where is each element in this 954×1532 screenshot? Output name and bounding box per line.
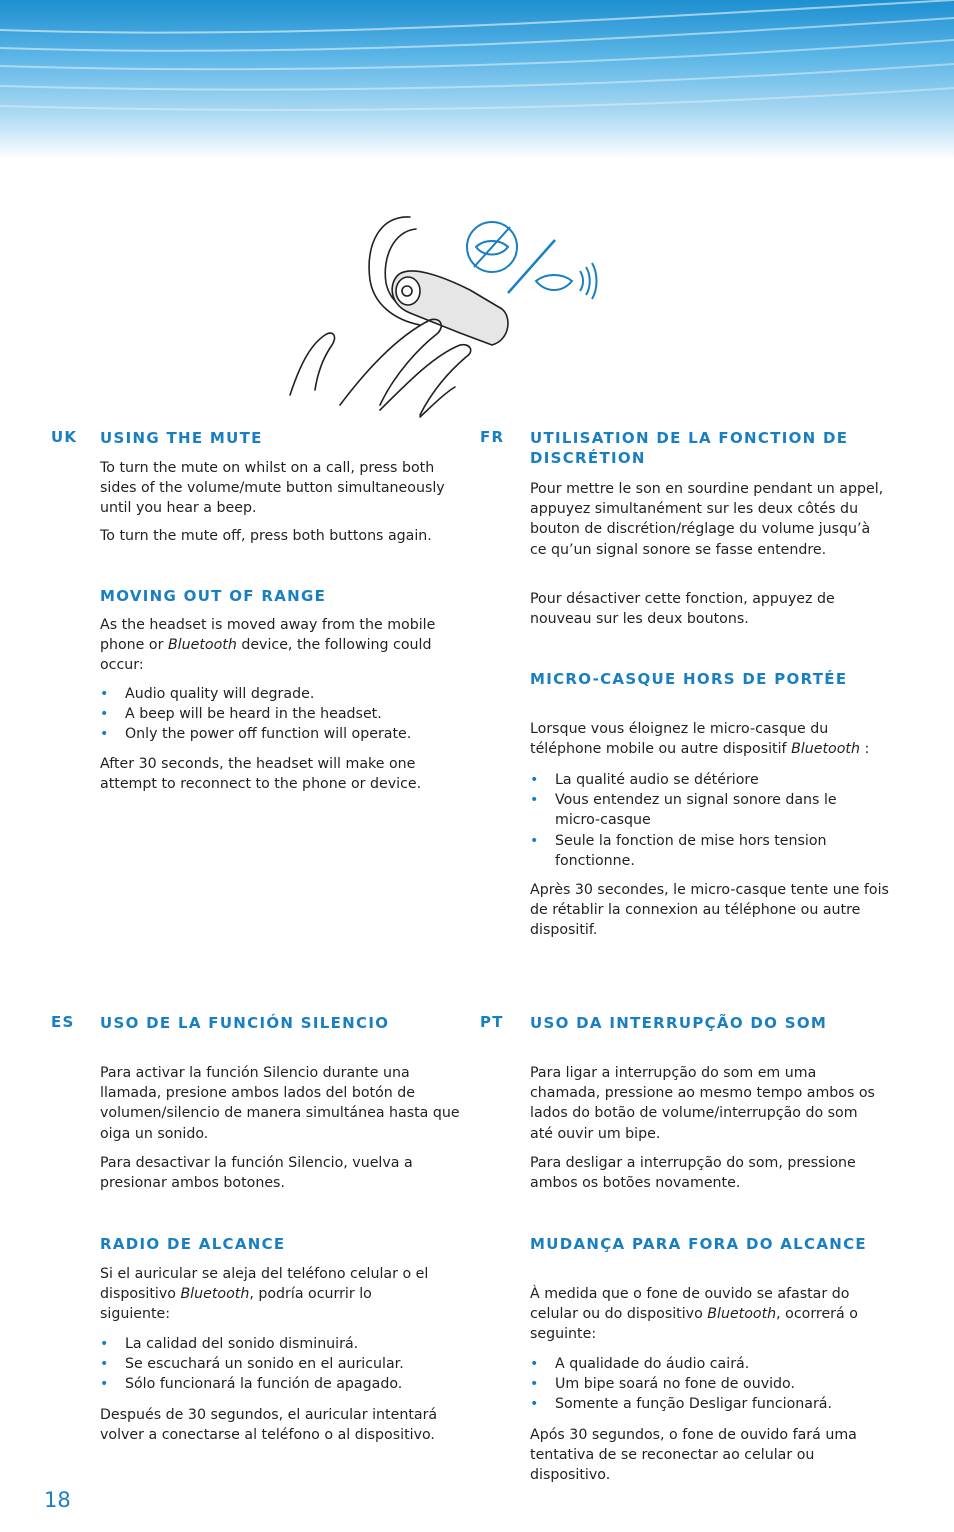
pt-para-reconnect: Após 30 segundos, o fone de ouvido fará uma tentativa de se reconectar ao celular ou dispositivo. (530, 1427, 857, 1484)
header-wave-lines (0, 0, 954, 160)
uk-range-bullets (100, 684, 450, 745)
pt-heading-mute: USO DA INTERRUPÇÃO DO SOM (530, 1014, 828, 1032)
fr-para-mute-on: Pour mettre le son en sourdine pendant un appel, appuyez simultanément sur les deux côtés du bouton de discrétion/réglage du volume jusqu’à ce qu’un signal sonore se fasse entendre. (530, 481, 884, 558)
pt-range-bullets (530, 1354, 880, 1415)
es-para-mute-off: Para desactivar la función Silencio, vuelva a presionar ambos botones. (100, 1155, 413, 1192)
list-item: • La qualité audio se détériore (530, 770, 870, 790)
lang-code-pt: PT (480, 1013, 504, 1031)
fr-para-mute-off: Pour désactiver cette fonction, appuyez de nouveau sur les deux boutons. (530, 591, 835, 628)
es-para-mute-on: Para activar la función Silencio durante una llamada, presione ambos lados del botón de volumen/silencio de manera simultánea hasta que oiga un sonido. (100, 1065, 460, 1142)
uk-para-reconnect: After 30 seconds, the headset will make one attempt to reconnect to the phone or device. (100, 756, 422, 793)
list-item: • Vous entendez un signal sonore dans le micro-casque (530, 790, 870, 830)
fr-para-reconnect: Après 30 secondes, le micro-casque tente une fois de rétablir la connexion au téléphone ou autre dispositif. (530, 882, 889, 939)
list-item: • Se escuchará un sonido en el auricular. (100, 1354, 450, 1374)
uk-para-mute-off: To turn the mute off, press both buttons again. (100, 528, 432, 544)
list-item: • Seule la fonction de mise hors tension fonctionne. (530, 831, 870, 871)
divider-slash (508, 240, 555, 293)
fr-heading-mute: UTILISATION DE LA FONCTION DE DISCRÉTION (530, 429, 849, 467)
list-item: • Somente a função Desligar funcionará. (530, 1394, 880, 1414)
speaking-lips-icon (536, 263, 597, 299)
list-item: • Only the power off function will operate. (100, 724, 450, 744)
list-item: • A qualidade do áudio cairá. (530, 1354, 880, 1374)
pt-heading-range: MUDANÇA PARA FORA DO ALCANCE (530, 1235, 867, 1253)
headset-mute-illustration (270, 205, 610, 420)
es-range-bullets (100, 1334, 450, 1395)
lang-code-fr: FR (480, 428, 505, 446)
uk-heading-range: MOVING OUT OF RANGE (100, 587, 327, 605)
es-heading-range: RADIO DE ALCANCE (100, 1235, 286, 1253)
es-para-reconnect: Después de 30 segundos, el auricular intentará volver a conectarse al teléfono o al dispositivo. (100, 1407, 438, 1444)
lang-code-es: ES (51, 1013, 75, 1031)
pt-para-mute-off: Para desligar a interrupção do som, pressione ambos os botões novamente. (530, 1155, 856, 1192)
page-number: 18 (44, 1488, 71, 1512)
hand (290, 333, 334, 395)
lang-code-uk: UK (51, 428, 78, 446)
list-item: • Audio quality will degrade. (100, 684, 450, 704)
uk-para-mute-on: To turn the mute on whilst on a call, press both sides of the volume/mute button simultaneously until you hear a beep. (100, 460, 445, 517)
pt-para-mute-on: Para ligar a interrupção do som em uma chamada, pressione ao mesmo tempo ambos os lados do botão de volume/interrupção do som até ouvir um bipe. (530, 1065, 875, 1142)
uk-heading-mute: USING THE MUTE (100, 429, 263, 447)
list-item: • Sólo funcionará la función de apagado. (100, 1374, 450, 1394)
es-heading-mute: USO DE LA FUNCIÓN SILENCIO (100, 1014, 390, 1032)
header-wave-band (0, 0, 954, 160)
es-para-range-intro: Si el auricular se aleja del teléfono celular o el dispositivo Bluetooth, podría ocurrir lo siguiente: (100, 1266, 429, 1323)
fr-heading-range: MICRO-CASQUE HORS DE PORTÉE (530, 670, 848, 688)
fr-para-range-intro: Lorsque vous éloignez le micro-casque du téléphone mobile ou autre dispositif Bluetooth : (530, 721, 870, 758)
pt-para-range-intro: À medida que o fone de ouvido se afastar do celular ou do dispositivo Bluetooth, ocorrerá o seguinte: (530, 1286, 858, 1343)
list-item: • La calidad del sonido disminuirá. (100, 1334, 450, 1354)
list-item: • Um bipe soará no fone de ouvido. (530, 1374, 880, 1394)
fr-range-bullets (530, 770, 870, 871)
list-item: • A beep will be heard in the headset. (100, 704, 450, 724)
uk-para-range-intro: As the headset is moved away from the mobile phone or Bluetooth device, the following could occur: (100, 617, 436, 674)
mute-lips-icon (467, 222, 517, 272)
